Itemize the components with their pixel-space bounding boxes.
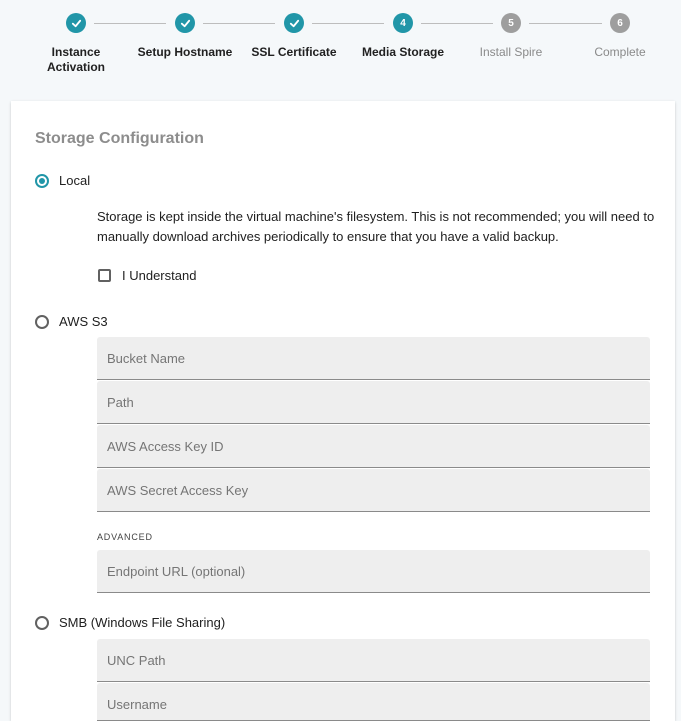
- step-number: 6: [610, 13, 630, 33]
- local-description: Storage is kept inside the virtual machine's filesystem. This is not recommended; you will need to manually download archives periodically to ensure that you have a valid backup.: [97, 209, 655, 244]
- field-placeholder: AWS Access Key ID: [107, 438, 224, 454]
- setup-stepper: [0, 0, 681, 100]
- radio-button[interactable]: [35, 174, 49, 188]
- step-setup-hostname[interactable]: [130, 13, 240, 60]
- step-label: Complete: [594, 45, 646, 59]
- step-complete: [565, 13, 675, 60]
- radio-smb[interactable]: [35, 615, 225, 630]
- checkbox-label: I Understand: [122, 268, 197, 283]
- radio-label: Local: [59, 173, 91, 188]
- radio-local[interactable]: [35, 173, 90, 188]
- endpoint-url-input[interactable]: [97, 550, 650, 593]
- field-placeholder: Path: [107, 394, 134, 410]
- unc-path-input[interactable]: [97, 639, 650, 682]
- storage-config-card: [11, 101, 675, 721]
- radio-label: SMB (Windows File Sharing): [59, 615, 226, 630]
- check-icon: [284, 13, 304, 33]
- step-media-storage[interactable]: [348, 13, 458, 60]
- advanced-heading: ADVANCED: [97, 532, 153, 542]
- radio-button[interactable]: [35, 315, 49, 329]
- field-placeholder: Username: [107, 697, 167, 712]
- check-icon: [66, 13, 86, 33]
- card-title: Storage Configuration: [35, 130, 204, 147]
- step-label: Media Storage: [361, 45, 445, 59]
- radio-aws-s3[interactable]: [35, 314, 108, 329]
- step-label: Instance Activation: [46, 45, 105, 74]
- step-instance-activation[interactable]: [21, 13, 131, 75]
- understand-checkbox-row[interactable]: [98, 268, 196, 283]
- username-input[interactable]: [97, 683, 650, 721]
- aws-access-key-input[interactable]: [97, 425, 650, 468]
- field-placeholder: Bucket Name: [107, 350, 186, 366]
- field-placeholder: AWS Secret Access Key: [107, 482, 249, 498]
- bucket-name-input[interactable]: [97, 337, 650, 380]
- understand-checkbox[interactable]: [98, 269, 111, 282]
- step-label: SSL Certificate: [251, 45, 337, 59]
- radio-label: AWS S3: [59, 314, 108, 329]
- check-icon: [175, 13, 195, 33]
- radio-button[interactable]: [35, 616, 49, 630]
- aws-secret-key-input[interactable]: [97, 469, 650, 512]
- step-label: Install Spire: [479, 45, 543, 59]
- field-placeholder: Endpoint URL (optional): [107, 563, 246, 579]
- step-label: Setup Hostname: [137, 45, 233, 59]
- step-ssl-certificate[interactable]: [239, 13, 349, 60]
- step-number: 4: [393, 13, 413, 33]
- step-install-spire: [456, 13, 566, 60]
- path-input[interactable]: [97, 381, 650, 424]
- step-number: 5: [501, 13, 521, 33]
- field-placeholder: UNC Path: [107, 652, 166, 668]
